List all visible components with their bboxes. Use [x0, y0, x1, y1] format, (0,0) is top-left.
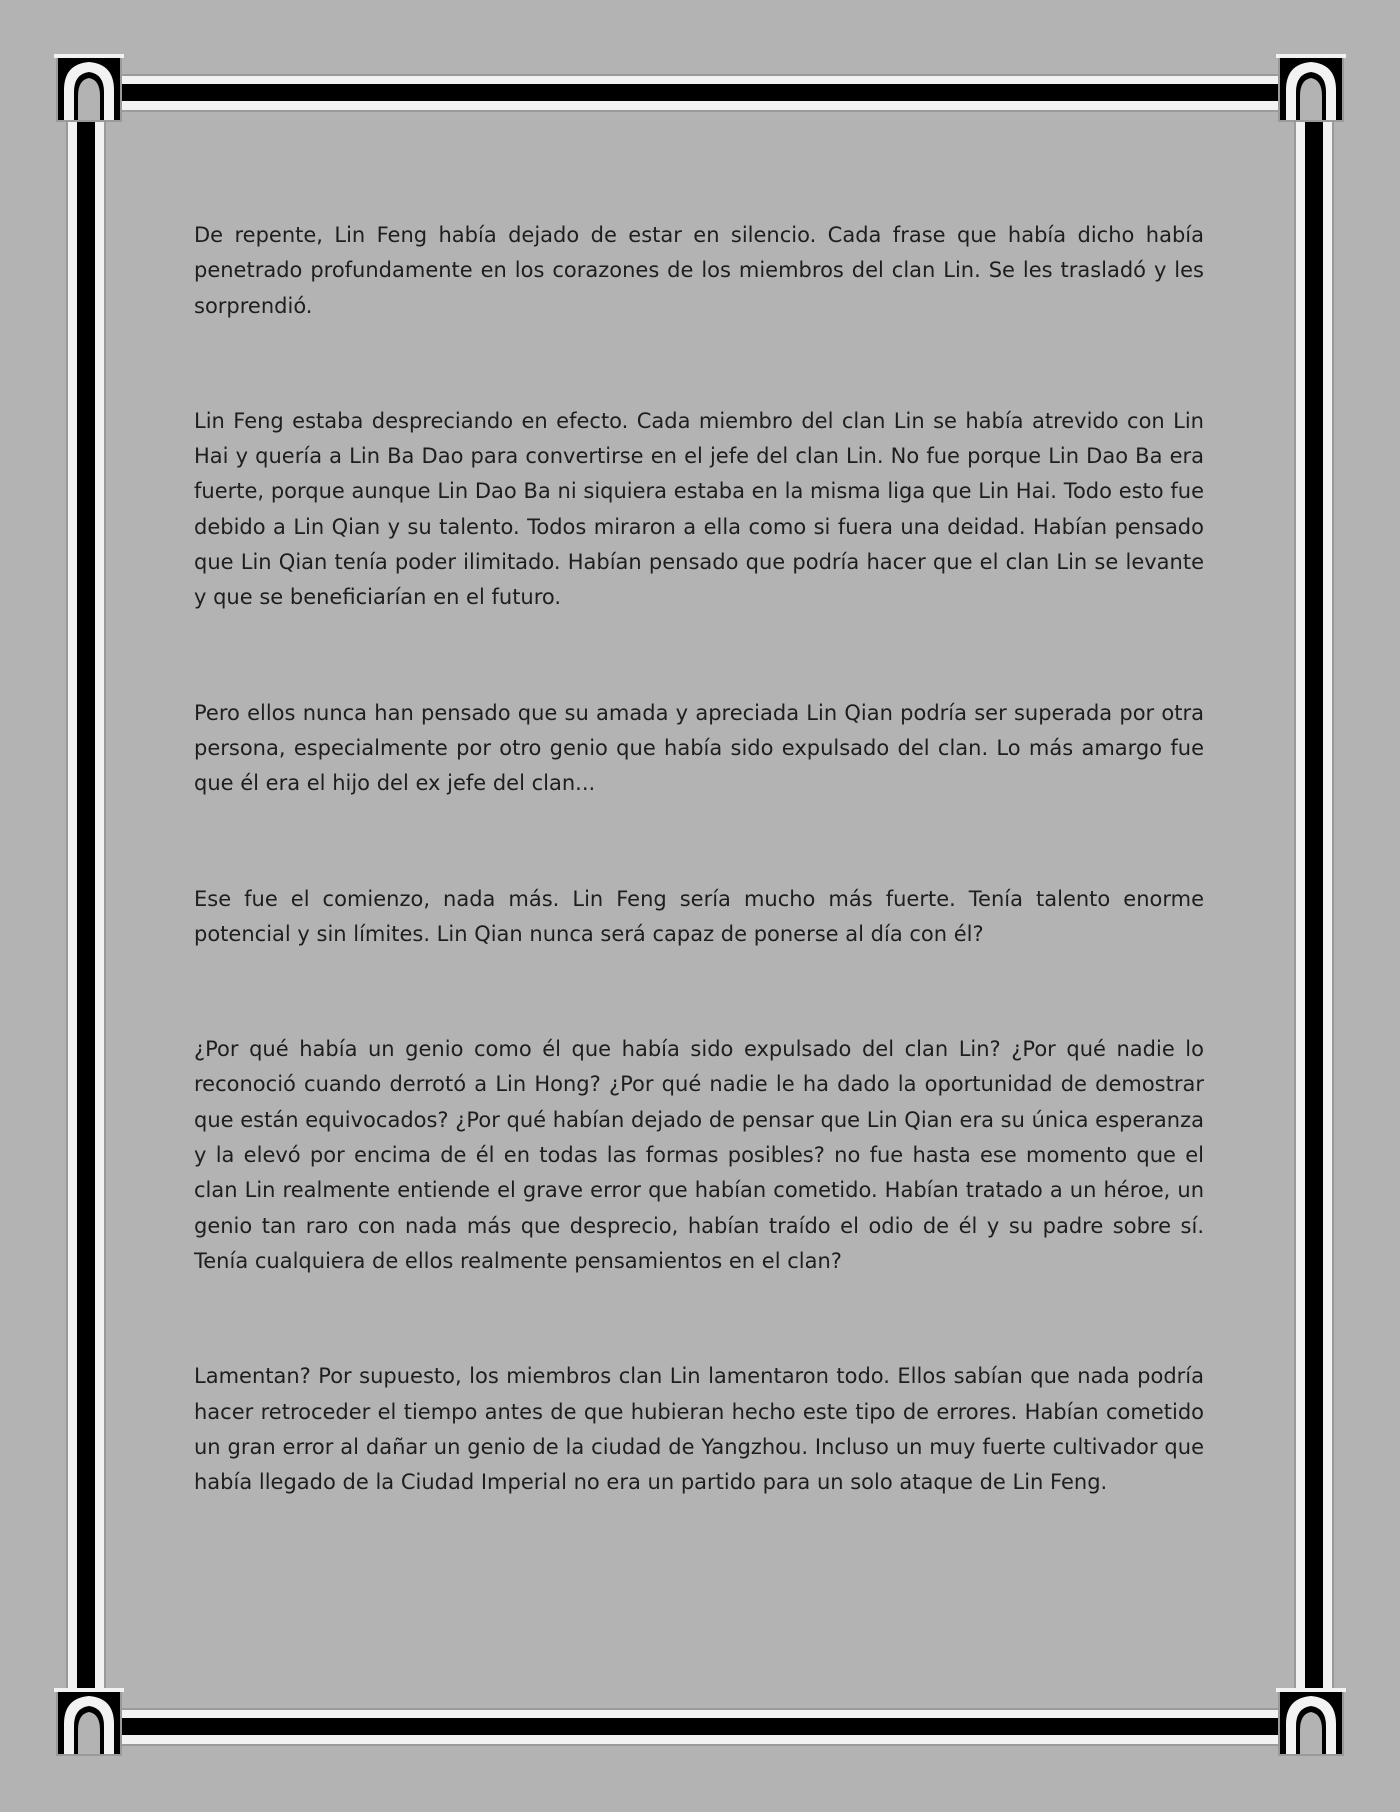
paragraph: ¿Por qué había un genio como él que había sido expulsado del clan Lin? ¿Por qué nadie lo reconoció cuando derrotó a Lin Hong? ¿Por qué nadie le ha dado la oportunidad de demostrar que están equivocados? ¿Por qué habían dejado de pensar que Lin Qian era su única esperanza y la elevó por encima de él en todas las formas posibles? no fue hasta ese momento que el clan Lin realmente entiende el grave error que habían cometido. Habían tratado a un héroe, un genio tan raro con nada más que desprecio, habían traído el odio de él y su padre sobre sí. Tenía cualquiera de ellos realmente pensamientos en el clan?: [194, 1037, 1204, 1273]
frame-corner-ornament-icon: [54, 54, 124, 124]
paragraph-spacer: [194, 802, 1204, 882]
frame-top-bar: [120, 74, 1280, 118]
paragraph: Lamentan? Por supuesto, los miembros clan Lin lamentaron todo. Ellos sabían que nada podría hacer retroceder el tiempo antes de que hubieran hecho este tipo de errores. Habían cometido un gran error al dañar un genio de la ciudad de Yangzhou. Incluso un muy fuerte cultivador que había llegado de la Ciudad Imperial no era un partido para un solo ataque de Lin Feng.: [194, 1364, 1204, 1495]
frame-corner-ornament-icon: [1276, 1688, 1346, 1758]
frame-corner-ornament-icon: [54, 1688, 124, 1758]
paragraph: Pero ellos nunca han pensado que su amada y apreciada Lin Qian podría ser superada por otra persona, especialmente por otro genio que había sido expulsado del clan. Lo más amargo fue que él era el hijo del ex jefe del clan...: [194, 700, 1204, 796]
frame-corner-ornament-icon: [1276, 54, 1346, 124]
paragraph-spacer: [194, 324, 1204, 404]
paragraph: Ese fue el comienzo, nada más. Lin Feng sería mucho más fuerte. Tenía talento enorme potencial y sin límites. Lin Qian nunca será capaz de ponerse al día con él?: [194, 886, 1204, 946]
frame-left-bar: [66, 118, 110, 1698]
frame-right-bar: [1294, 118, 1338, 1698]
frame-bottom-bar: [120, 1708, 1280, 1752]
paragraph: Lin Feng estaba despreciando en efecto. Cada miembro del clan Lin se había atrevido con Lin Hai y quería a Lin Ba Dao para convertirse en el jefe del clan Lin. No fue porque Lin Dao Ba era fuerte, porque aunque Lin Dao Ba ni siquiera estaba en la misma liga que Lin Hai. Todo esto fue debido a Lin Qian y su talento. Todos miraron a ella como si fuera una deidad. Habían pensado que Lin Qian tenía poder ilimitado. Habían pensado que podría hacer que el clan Lin se levante y que se beneficiarían en el futuro.: [194, 408, 1204, 610]
document-body: [194, 218, 1204, 1500]
paragraph-spacer: [194, 1279, 1204, 1359]
paragraph: De repente, Lin Feng había dejado de estar en silencio. Cada frase que había dicho había penetrado profundamente en los corazones de los miembros del clan Lin. Se les trasladó y les sorprendió.: [194, 223, 1204, 318]
paragraph-spacer: [194, 952, 1204, 1032]
paragraph-spacer: [194, 616, 1204, 696]
